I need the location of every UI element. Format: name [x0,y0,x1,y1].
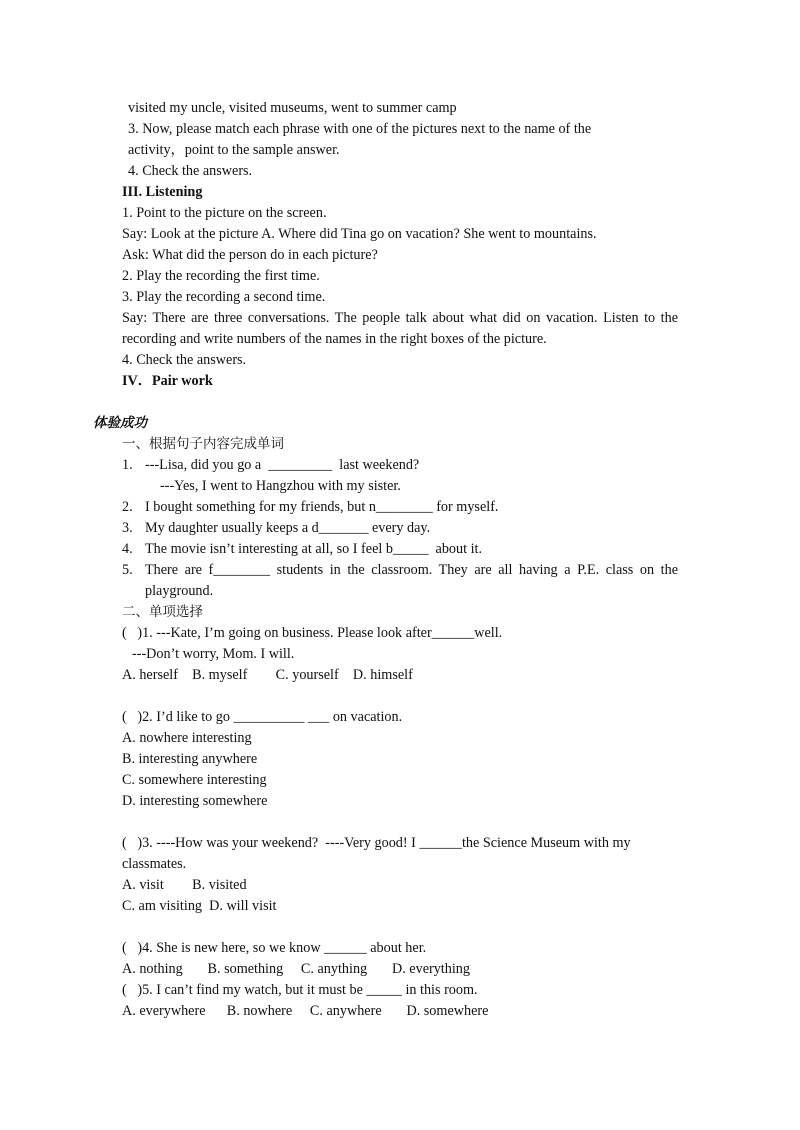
listening-line-6: Say: There are three conversations. The people talk about what did on vacation. Listen to the [122,310,678,326]
question-1-options: A. herself B. myself C. yourself D. himself [122,667,413,683]
item-4-text: The movie isn’t interesting at all, so I feel b_____ about it. [145,541,483,557]
listening-line-8: 4. Check the answers. [122,352,247,368]
part-2-heading: 二、单项选择 [122,604,203,620]
question-1-stem-2: ---Don’t worry, Mom. I will. [132,646,295,662]
listening-line-5: 3. Play the recording a second time. [122,289,326,305]
item-number: 1. [122,457,133,473]
question-2-option-a: A. nowhere interesting [122,730,252,746]
exercise-title: 体验成功 [93,415,147,431]
listening-line-2: Say: Look at the picture A. Where did Tina go on vacation? She went to mountains. [122,226,597,242]
item-5-text: There are f________ students in the classroom. They are all having a P.E. class on the [145,562,678,578]
question-4-stem: ( )4. She is new here, so we know ______ about her. [122,940,427,956]
listening-line-1: 1. Point to the picture on the screen. [122,205,327,221]
item-5-text-2: playground. [145,583,214,599]
listening-line-4: 2. Play the recording the first time. [122,268,320,284]
item-1-text-2: ---Yes, I went to Hangzhou with my sister. [160,478,401,494]
question-5-options: A. everywhere B. nowhere C. anywhere D. somewhere [122,1003,489,1019]
step-3-line-1: 3. Now, please match each phrase with one of the pictures next to the name of the [128,121,592,137]
step-4-line: 4. Check the answers. [128,163,253,179]
question-1-stem: ( )1. ---Kate, I’m going on business. Please look after______well. [122,625,503,641]
question-3-stem-2: classmates. [122,856,187,872]
question-2-stem: ( )2. I’d like to go __________ ___ on vacation. [122,709,403,725]
question-2-option-b: B. interesting anywhere [122,751,258,767]
question-3-stem: ( )3. ----How was your weekend? ----Very good! I ______the Science Museum with my [122,835,631,851]
listening-heading: III. Listening [122,184,203,200]
phrase-list-line: visited my uncle, visited museums, went to summer camp [128,100,457,116]
step-3-line-2: activity，point to the sample answer. [128,142,340,158]
item-3-text: My daughter usually keeps a d_______ every day. [145,520,431,536]
listening-line-7: recording and write numbers of the names in the right boxes of the picture. [122,331,547,347]
question-5-stem: ( )5. I can’t find my watch, but it must be _____ in this room. [122,982,478,998]
question-3-options-1: A. visit B. visited [122,877,247,893]
question-3-options-2: C. am visiting D. will visit [122,898,277,914]
listening-line-3: Ask: What did the person do in each picture? [122,247,378,263]
item-number: 5. [122,562,133,578]
item-number: 4. [122,541,133,557]
question-2-option-d: D. interesting somewhere [122,793,268,809]
item-number: 3. [122,520,133,536]
question-2-option-c: C. somewhere interesting [122,772,267,788]
part-1-heading: 一、根据句子内容完成单词 [122,436,284,452]
item-2-text: I bought something for my friends, but n________ for myself. [145,499,499,515]
pairwork-heading: IV．Pair work [122,373,213,389]
question-4-options: A. nothing B. something C. anything D. everything [122,961,470,977]
item-number: 2. [122,499,133,515]
item-1-text: ---Lisa, did you go a _________ last weekend? [145,457,420,473]
